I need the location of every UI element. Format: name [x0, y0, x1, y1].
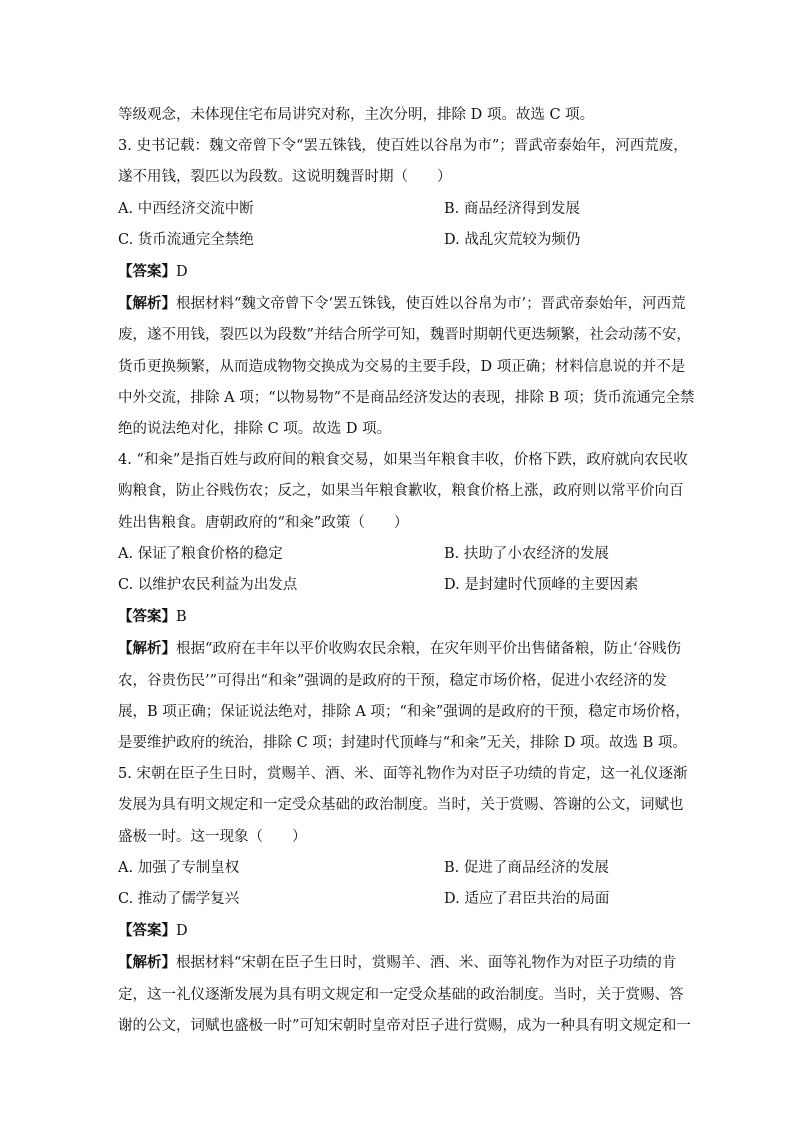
answer-value: B — [176, 609, 187, 626]
q4-stem-line: 购粮食，防止谷贱伤农；反之，如果当年粮食歉收，粮食价格上涨，政府则以常平价向百 — [118, 483, 684, 500]
q5-stem-line: 5. 宋朝在臣子生日时，赏赐羊、酒、米、面等礼物作为对臣子功绩的肯定，这一礼仪逐渐 — [118, 766, 688, 783]
q4-option-a: A. 保证了粮食价格的稳定 — [118, 545, 283, 562]
intro-line: 等级观念，未体现住宅布局讲究对称，主次分明，排除 D 项。故选 C 项。 — [118, 107, 595, 123]
answer-value: D — [176, 264, 188, 281]
q5-stem-line: 盛极一时。这一现象（ ） — [118, 828, 307, 845]
q5-analysis-line: 定，这一礼仪逐渐发展为具有明文规定和一定受众基础的政治制度。当时，关于赏赐、答 — [118, 986, 684, 1003]
answer-label: 【答案】 — [118, 263, 176, 281]
q3-analysis-line: 货币更换频繁，从而造成物物交换成为交易的主要手段，D 项正确；材料信息说的并不是 — [118, 358, 686, 375]
q5-option-b: B. 促进了商品经济的发展 — [444, 859, 609, 876]
analysis-text: 根据“政府在丰年以平价收购农民余粮，在灾年则平价出售储备粮，防止‘谷贱伤 — [176, 641, 682, 658]
q4-analysis-line — [118, 633, 682, 665]
q4-analysis-line: 农，谷贵伤民’”可得出“和籴”强调的是政府的干预，稳定市场价格，促进小农经济的发 — [118, 672, 667, 689]
analysis-label: 【解析】 — [118, 954, 176, 972]
q5-analysis-line — [118, 947, 677, 979]
q4-options-row — [118, 539, 674, 570]
q5-option-d: D. 适应了君臣共治的局面 — [444, 891, 610, 908]
q3-option-c: C. 货币流通完全禁绝 — [118, 231, 254, 248]
q5-answer — [118, 915, 674, 947]
question-5 — [118, 759, 691, 1042]
q5-option-a: A. 加强了专制皇权 — [118, 859, 240, 876]
q4-analysis-line: 是要维护政府的统治，排除 C 项；封建时代顶峰与“和籴”无关，排除 D 项。故选 B 项。 — [118, 735, 687, 752]
analysis-label: 【解析】 — [118, 295, 176, 313]
q3-option-a: A. 中西经济交流中断 — [118, 200, 254, 217]
question-4 — [118, 445, 690, 759]
answer-label: 【答案】 — [118, 608, 176, 626]
q3-answer — [118, 256, 674, 288]
q4-option-c: C. 以维护农民利益为出发点 — [118, 577, 298, 594]
q4-stem-line: 4. “和籴”是指百姓与政府间的粮食交易，如果当年粮食丰收，价格下跌，政府就向农民收 — [118, 452, 688, 469]
analysis-label: 【解析】 — [118, 640, 176, 658]
q3-options-row — [118, 194, 674, 225]
q3-option-b: B. 商品经济得到发展 — [444, 200, 580, 217]
q5-options-row — [118, 853, 674, 884]
q5-options-row — [118, 884, 674, 915]
q3-analysis-line: 绝的说法绝对化，排除 C 项。故选 D 项。 — [118, 421, 392, 438]
q3-stem-line: 遂不用钱，裂匹以为段数。这说明魏晋时期（ ） — [118, 169, 452, 186]
q4-answer — [118, 601, 674, 633]
analysis-text: 根据材料“宋朝在臣子生日时，赏赐羊、酒、米、面等礼物作为对臣子功绩的肯 — [176, 955, 677, 972]
q3-stem-line: 3. 史书记载：魏文帝曾下令“罢五铢钱，使百姓以谷帛为市”；晋武帝泰始年，河西荒废， — [118, 138, 688, 155]
q3-analysis-line — [118, 288, 686, 320]
analysis-text: 根据材料“魏文帝曾下令‘罢五铢钱，使百姓以谷帛为市’；晋武帝泰始年，河西荒 — [176, 296, 686, 313]
question-3 — [118, 131, 695, 445]
q3-analysis-line: 废，遂不用钱，裂匹以为段数”并结合所学可知，魏晋时期朝代更迭频繁，社会动荡不安， — [118, 327, 691, 344]
q3-option-d: D. 战乱灾荒较为频仍 — [444, 231, 581, 248]
q4-stem-line: 姓出售粮食。唐朝政府的“和籴”政策（ ） — [118, 514, 409, 531]
q3-analysis-line: 中外交流，排除 A 项；“以物易物”不是商品经济发达的表现，排除 B 项；货币流通完全禁 — [118, 389, 695, 406]
q5-option-c: C. 推动了儒学复兴 — [118, 891, 240, 908]
q4-analysis-line: 展，B 项正确；保证说法绝对，排除 A 项；“和籴”强调的是政府的干预，稳定市场价格， — [118, 703, 690, 720]
q5-analysis-line: 谢的公文，词赋也盛极一时”可知宋朝时皇帝对臣子进行赏赐，成为一种具有明文规定和一 — [118, 1017, 691, 1034]
q4-option-d: D. 是封建时代顶峰的主要因素 — [444, 577, 639, 594]
q5-stem-line: 发展为具有明文规定和一定受众基础的政治制度。当时，关于赏赐、答谢的公文，词赋也 — [118, 797, 684, 814]
q4-option-b: B. 扶助了小农经济的发展 — [444, 545, 609, 562]
answer-label: 【答案】 — [118, 922, 176, 940]
q4-options-row — [118, 570, 674, 601]
document-page — [118, 100, 695, 1042]
q3-options-row — [118, 225, 674, 256]
answer-value: D — [176, 923, 188, 940]
